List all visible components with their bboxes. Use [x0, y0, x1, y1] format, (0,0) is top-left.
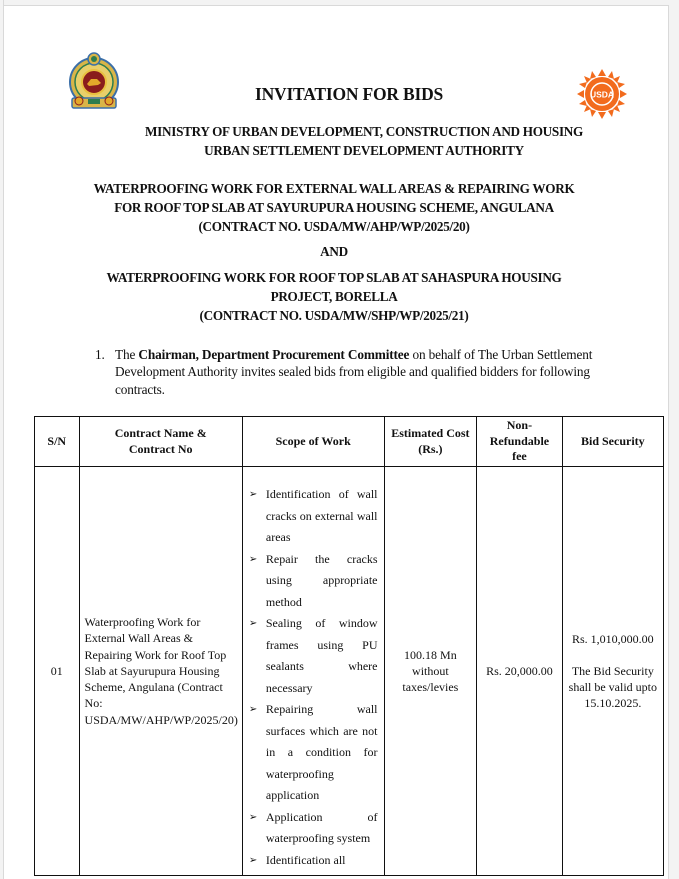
ministry-line-2: URBAN SETTLEMENT DEVELOPMENT AUTHORITY [204, 143, 524, 158]
header-contract-name-line-1: Contract Name & [114, 426, 207, 440]
scope-item-text: Repair the cracks using appropriate method [265, 551, 378, 609]
table-row [35, 467, 664, 876]
scope-item [249, 549, 378, 614]
header-sn: S/N [35, 417, 80, 467]
contract-2-line-2: PROJECT, BORELLA [270, 289, 398, 304]
contract-1-line-2: FOR ROOF TOP SLAB AT SAYURUPURA HOUSING SCHEME, ANGULANA [114, 200, 554, 215]
scope-item [249, 699, 378, 807]
contract-1-heading [0, 179, 679, 236]
page-title: INVITATION FOR BIDS [254, 84, 444, 104]
contract-1-number: (CONTRACT NO. USDA/MW/AHP/WP/2025/20) [198, 219, 470, 234]
intro-prefix: The [115, 347, 139, 362]
intro-bold-committee: Chairman, Department Procurement Committee [138, 347, 410, 362]
contract-2-line-1: WATERPROOFING WORK FOR ROOF TOP SLAB AT SAHASPURA HOUSING [106, 270, 562, 285]
arrow-bullet-icon: ➢ [248, 489, 258, 500]
scope-item-text: Identification all [265, 852, 346, 867]
arrow-bullet-icon: ➢ [248, 553, 258, 565]
header-cost-line-2: (Rs.) [418, 441, 443, 456]
intro-text [95, 346, 635, 398]
cell-sn: 01 [35, 467, 80, 876]
arrow-bullet-icon: ➢ [248, 618, 258, 629]
header-scope: Scope of Work [242, 417, 384, 467]
scope-list [249, 484, 378, 871]
header-non-refundable-fee [477, 417, 562, 467]
header-fee-line-2: Refundable [489, 433, 550, 448]
bids-table [34, 416, 664, 876]
scope-item [249, 807, 378, 850]
table-header-row [35, 417, 664, 467]
scope-item-text: Repairing wall surfaces which are not in a condition for waterproofing application [265, 702, 378, 802]
bid-security-validity: The Bid Security shall be valid upto 15.10.2025. [568, 664, 657, 710]
intro-number: 1. [95, 347, 105, 362]
usda-logo-text: USDA [589, 89, 615, 100]
contract-2-number: (CONTRACT NO. USDA/MW/SHP/WP/2025/21) [199, 308, 469, 323]
cost-amount: 100.18 Mn [404, 648, 457, 662]
scope-item [249, 484, 378, 549]
header-cost-line-1: Estimated Cost [391, 426, 470, 440]
contract-2-heading [0, 268, 679, 325]
header-fee-line-1: Non- [506, 418, 533, 433]
intro-paragraph [95, 346, 635, 398]
scope-item [249, 850, 378, 872]
scope-item-text: Sealing of window frames using PU sealants where necessary [265, 616, 378, 695]
header-bid-security: Bid Security [562, 417, 663, 467]
cell-contract-name: Waterproofing Work for External Wall Areas & Repairing Work for Roof Top Slab at Sayurupura Housing Scheme, Angulana (Contract No: USDA/MW/AHP/WP/2025/20) [79, 467, 242, 876]
header-contract-name [79, 417, 242, 467]
header-contract-name-line-2: Contract No [128, 441, 193, 456]
intro-suffix: on behalf of The Urban Settlement Development Authority invites sealed bids from eligible and qualified bidders for following contracts. [115, 347, 593, 397]
ministry-line-1: MINISTRY OF URBAN DEVELOPMENT, CONSTRUCTION AND HOUSING [145, 124, 583, 139]
cost-note-1: without [412, 664, 449, 678]
scope-item-text: Identification of wall cracks on external wall areas [265, 487, 378, 544]
cell-estimated-cost [384, 467, 477, 876]
header-fee-line-3: fee [512, 449, 527, 464]
bid-security-amount: Rs. 1,010,000.00 [571, 632, 654, 646]
scope-item [249, 613, 378, 699]
cell-bid-security [562, 467, 663, 876]
scope-item-text: Application of waterproofing system [265, 809, 378, 845]
arrow-bullet-icon: ➢ [248, 811, 258, 823]
ministry-heading [0, 122, 679, 160]
header-estimated-cost [384, 417, 477, 467]
cell-non-refundable-fee: Rs. 20,000.00 [477, 467, 562, 876]
arrow-bullet-icon: ➢ [248, 704, 258, 715]
and-separator: AND [320, 244, 348, 259]
cost-note-2: taxes/levies [402, 680, 459, 694]
contract-1-line-1: WATERPROOFING WORK FOR EXTERNAL WALL AREAS & REPAIRING WORK [93, 181, 575, 196]
cell-scope [242, 467, 384, 876]
arrow-bullet-icon: ➢ [248, 854, 258, 866]
page-frame-top [0, 0, 679, 6]
